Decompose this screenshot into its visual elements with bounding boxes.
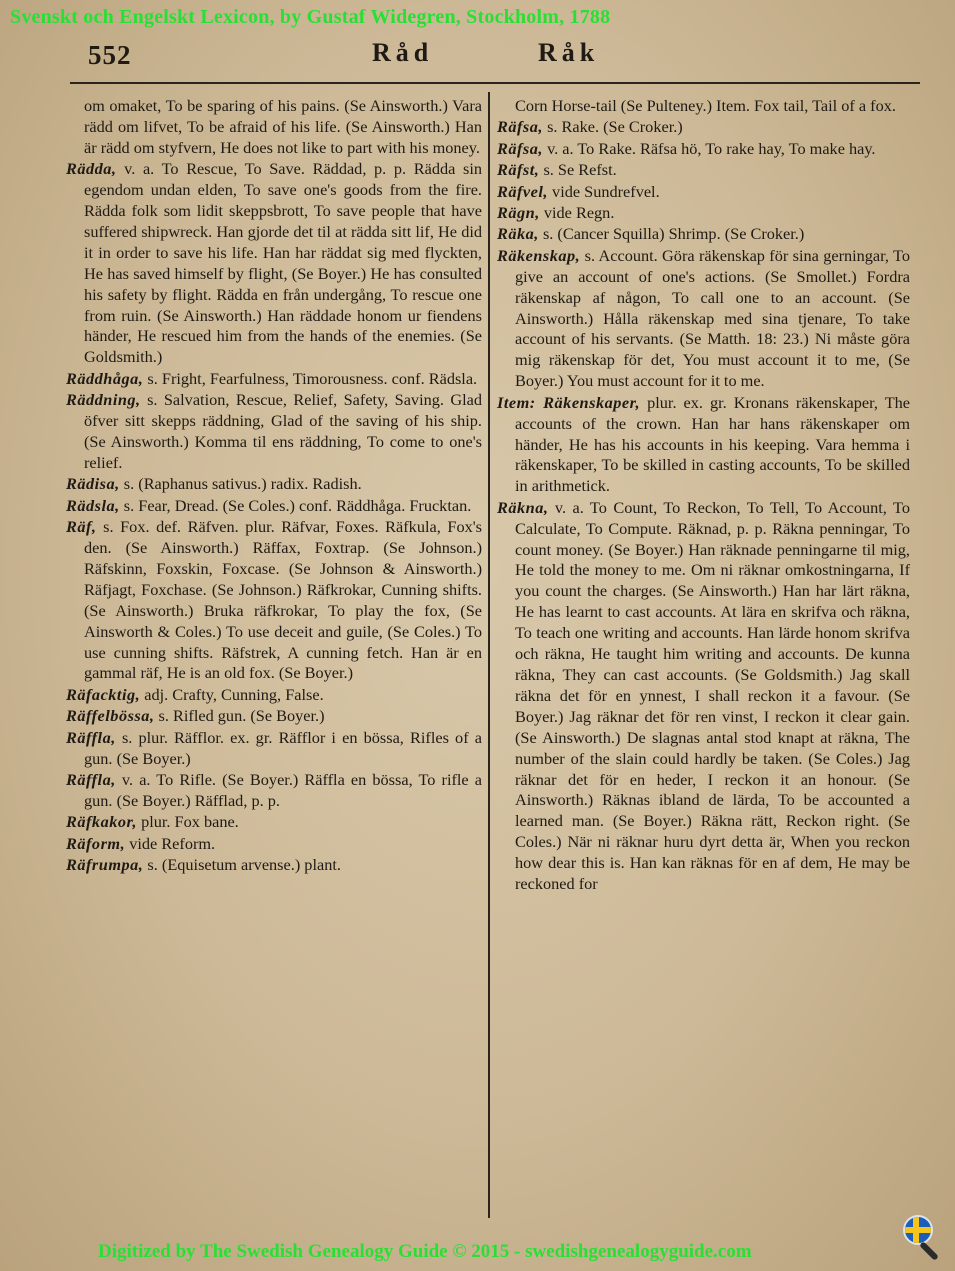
entry-headword: Räfacktig, (66, 684, 141, 704)
entry-headword: Rädda, (66, 159, 117, 179)
right-column (497, 96, 910, 895)
left-column (66, 96, 482, 877)
entry (66, 770, 482, 812)
entry-text: s. Rifled gun. (Se Boyer.) (158, 706, 325, 726)
entry (66, 159, 482, 368)
entry-text: s. (Equisetum arvense.) plant. (147, 855, 341, 875)
entry-headword: Räf, (66, 517, 97, 537)
entry (497, 393, 910, 498)
entry (66, 390, 482, 474)
entry-headword: Räfvel, (497, 181, 548, 201)
entry (66, 706, 482, 727)
entry (497, 117, 910, 138)
entry-text: s. Salvation, Rescue, Relief, Safety, Saving. Glad öfver sitt skepps räddning, Glad of the saving of his ship. (Se Ainsworth.) Komma til ens räddning, To come to one's relief. (84, 390, 482, 472)
page-number: 552 (88, 40, 132, 70)
column-divider (488, 92, 490, 1218)
entry-headword: Räfst, (497, 160, 540, 180)
entry (66, 96, 482, 159)
entry-headword: Item: Räkenskaper, (497, 392, 641, 412)
entry (66, 496, 482, 517)
entry-text: plur. ex. gr. Kronans räkenskaper, The accounts of the crown. Han har hans räkenskaper om händer, He has his accounts in his keeping. Vara hemma i räkenskaper, To be skilled in casting accounts, To be skilled in arithmetick. (515, 392, 911, 496)
entry-headword: Räffla, (66, 770, 116, 789)
entry (66, 834, 482, 855)
entry-headword: Räkenskap, (497, 245, 581, 265)
entry-text: s. Fear, Dread. (Se Coles.) conf. Räddhåga. Frucktan. (123, 495, 472, 515)
entry-text: s. Fright, Fearfulness, Timorousness. conf. Rädsla. (147, 368, 478, 388)
entry (497, 139, 910, 160)
entry-headword: Räfkakor, (66, 812, 137, 832)
entry-text: s. Rake. (Se Croker.) (547, 117, 683, 137)
entry-headword: Räddhåga, (66, 368, 144, 388)
entry-text: v. a. To Count, To Reckon, To Tell, To Account, To Calculate, To Compute. Räknad, p. p. Räkna penningar, To count money. (Se Boyer.) Han räknade penningarne til mig, He told the money to me. Om ni räknar omkostningarna, If you count the charges. (Se Ainsworth.) Han har lärt räkna, He has learnt to cast accounts. At lära en skrifva och räkna, To teach one writing and accounts. Han lärde honom skrifva och räkna, He taught him writing and accounts. De kunna räkna, They can cast accounts. (Se Goldsmith.) Jag skall räkna det för en ynnest, I shall reckon it a favour. (Se Boyer.) Jag räknar det för ren vinst, I reckon it clear gain. (Se Ainsworth.) De slagnas antal stod knapt at räkna, The number of the slain could hardly be taken. (Se Coles.) Jag räknar det för en heder, I reckon it an honour. (Se Ainsworth.) Räknas ibland de lärda, To be accounted a learned man. (Se Boyer.) Räkna rätt, Reckon right. (Se Coles.) När ni räknar huru dyrt detta är, When you reckon how dear this is. Han kan räknas för en af dem, He may be reckoned for (515, 497, 910, 894)
entry (66, 474, 482, 495)
entry (66, 369, 482, 390)
entry (497, 224, 910, 245)
flag-cross-vertical (913, 1217, 919, 1243)
entry (497, 498, 910, 895)
banner-footer: Digitized by The Swedish Genealogy Guide © 2015 - swedishgenealogyguide.com (98, 1241, 752, 1262)
entry-text: v. a. To Rescue, To Save. Räddad, p. p. Rädda sin egendom undan elden, To save one's goods from the fire. Rädda folk som lidit skeppsbrott, To save people that have suffered shipwreck. Han gjorde det til at rädda sitt lif, He did it in order to save his life. Han har räddat sig med flyckten, He has saved himself by flight, (Se Boyer.) He has consulted his safety by flight. Rädda en från undergång, To rescue one from ruin. (Se Ainsworth.) Han räddade honom ur fiendens händer, He rescued him from the hands of the enemies. (Se Goldsmith.) (84, 159, 482, 367)
entry-text: s. (Cancer Squilla) Shrimp. (Se Croker.) (542, 224, 805, 244)
entry (497, 203, 910, 224)
banner-title: Svenskt och Engelskt Lexicon, by Gustaf Widegren, Stockholm, 1788 (10, 6, 611, 28)
entry (66, 517, 482, 684)
entry (497, 182, 910, 203)
entry-headword: Räffelbössa, (66, 706, 155, 726)
entry-headword: Räkna, (497, 497, 549, 517)
entry-text: om omaket, To be sparing of his pains. (Se Ainsworth.) Vara rädd om lifvet, To be afraid of his life. (Se Ainsworth.) Han är rädd om styfvern, He does not like to part with his money. (84, 96, 482, 157)
entry-headword: Räfrumpa, (66, 855, 144, 875)
entry-headword: Rädisa, (66, 474, 120, 494)
running-head-right: Råk (538, 38, 600, 67)
entry (66, 855, 482, 876)
entry (66, 685, 482, 706)
entry-headword: Räfsa, (497, 138, 543, 158)
entry-text: adj. Crafty, Cunning, False. (144, 684, 324, 704)
entry (497, 246, 910, 392)
entry-text: v. a. To Rake. Räfsa hö, To rake hay, To make hay. (547, 138, 876, 158)
entry-headword: Räfsa, (497, 117, 543, 137)
entry (497, 96, 910, 117)
entry (66, 728, 482, 770)
entry-text: s. plur. Räfflor. ex. gr. Räfflor i en bössa, Rifles of a gun. (Se Boyer.) (84, 727, 482, 768)
entry-headword: Räffla, (66, 727, 116, 747)
entry-text: v. a. To Rifle. (Se Boyer.) Räffla en bössa, To rifle a gun. (Se Boyer.) Räfflad, p. p. (84, 770, 482, 810)
entry-text: vide Reform. (129, 833, 216, 853)
entry-text: Corn Horse-tail (Se Pulteney.) Item. Fox tail, Tail of a fox. (515, 96, 896, 115)
entry-text: s. Account. Göra räkenskap för sina gerningar, To give an account of one's actions. (Se Smollet.) Fordra räkenskap af någon, To call one to an account. (Se Ainsworth.) Hålla räkenskap med sina tjenare, To take account of his servants. (Se Matth. 18: 23.) Ni måste göra mig räkenskap för det, You must account it to me, (Se Boyer.) You must account for it to me. (515, 245, 911, 391)
magnifier-handle-icon (919, 1241, 939, 1261)
entry-headword: Rägn, (497, 203, 540, 223)
entry-text: s. Fox. def. Räfven. plur. Räfvar, Foxes. Räfkula, Fox's den. (Se Ainsworth.) Räffax, Foxtrap. (Se Johnson.) Räfskinn, Foxskin, Foxcase. (Se Johnson & Ainsworth.) Räfjagt, Foxchase. (Se Johnson.) Räfkrokar, Cunning shifts. (Se Ainsworth.) Bruka räfkrokar, To play the fox, (Se Ainsworth & Coles.) To use deceit and guile, (Se Coles.) To use cunning shifts. Räfstrek, A cunning fetch. Han är en gammal räf, He is an old fox. (Se Boyer.) (84, 517, 482, 683)
entry (497, 160, 910, 181)
entry-text: vide Sundrefvel. (552, 181, 660, 201)
entry-text: s. (Raphanus sativus.) radix. Radish. (123, 474, 362, 494)
running-head-left: Råd (372, 38, 434, 67)
entry-headword: Räka, (497, 224, 539, 244)
entry (66, 812, 482, 833)
entry-headword: Räform, (66, 833, 126, 853)
entry-headword: Rädsla, (66, 495, 120, 515)
entry-text: s. Se Refst. (543, 160, 617, 180)
entry-headword: Räddning, (66, 390, 141, 410)
entry-text: plur. Fox bane. (141, 812, 239, 832)
entry-text: vide Regn. (543, 203, 615, 223)
header-rule (70, 82, 920, 84)
